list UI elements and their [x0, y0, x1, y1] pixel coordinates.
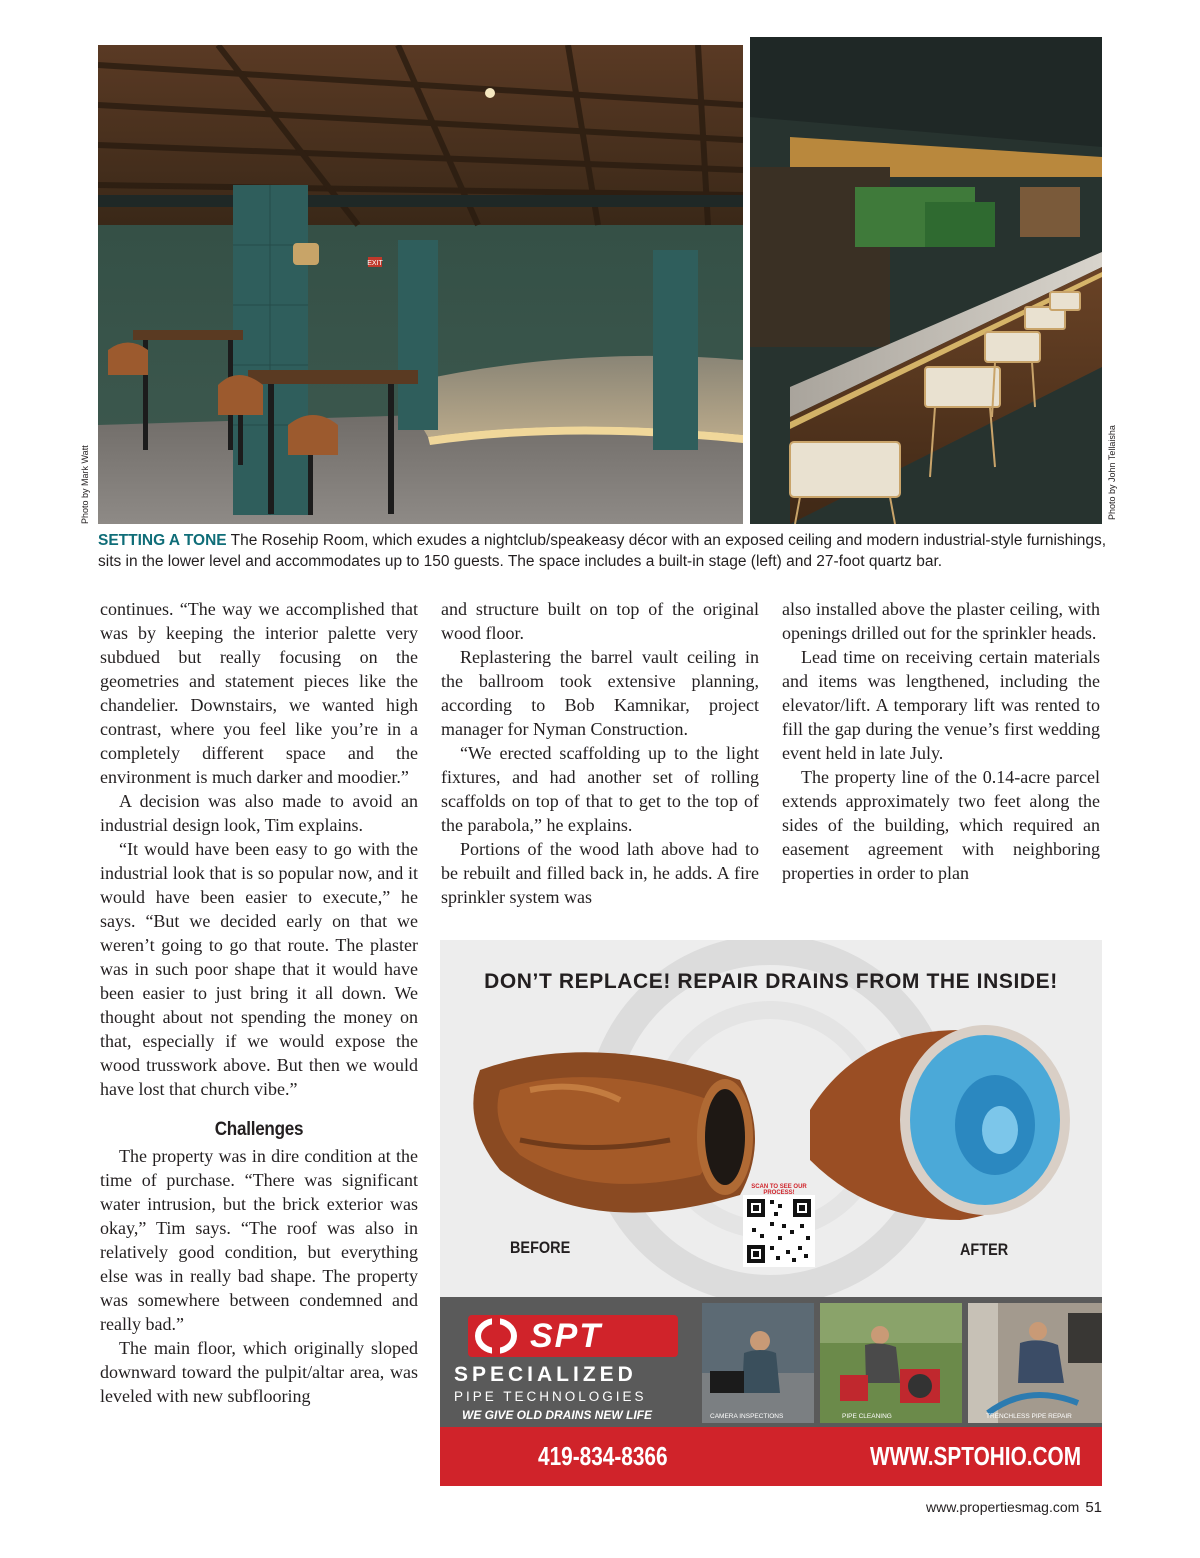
stage-room-illustration: [98, 45, 743, 524]
paragraph: The property was in dire condition at the time of purchase. “There was significant water intrusion, but the brick exterior was okay,” Tim says. “The roof was also in relatively good condition, but everything else was in really bad shape. The property was somewhere between condemned and really bad.”: [100, 1146, 418, 1334]
photo-quartz-bar: [750, 37, 1102, 524]
paragraph: “It would have been easy to go with the industrial look that is so popular now, and it would have been easier to execute,” he says. “But we decided early on that we weren’t going to go that route. The plaster was in such poor shape that it would have been easier to just bring it all down. We thought about not spending the money on that, especially if we would expose the wood trusswork above. But then we would have lost that church vibe.”: [100, 839, 418, 1099]
camera-inspection-illustration: [702, 1303, 814, 1423]
paragraph: Lead time on receiving certain materials and items was lengthened, including the elevator/lift. A temporary lift was rented to fill the gap during the venue’s first wedding event held in late July.: [782, 647, 1100, 763]
company-tagline: WE GIVE OLD DRAINS NEW LIFE: [462, 1408, 653, 1422]
paragraph: Replastering the barrel vault ceiling in the ballroom took extensive planning, according to Bob Kamnikar, project manager for Nyman Construction.: [441, 647, 759, 739]
before-pipe-image: [473, 1052, 755, 1212]
company-name-line1: SPECIALIZED: [454, 1363, 637, 1386]
bar-illustration: [750, 37, 1102, 524]
article-column-1: [100, 597, 418, 1408]
paragraph: continues. “The way we accomplished that was by keeping the interior palette very subdued but really focusing on the geometries and statement pieces like the chandelier. Downstairs, we wanted high contrast, where you feel like you’re in a completely different space and the environment is much darker and moodier.”: [100, 599, 418, 787]
service-label-cleaning: PIPE CLEANING: [842, 1413, 892, 1420]
paragraph: The property line of the 0.14-acre parcel extends approximately two feet along the sides of the building, which required an easement agreement with neighboring properties in order to plan: [782, 767, 1100, 883]
trenchless-repair-illustration: [968, 1303, 1102, 1423]
paragraph: The main floor, which originally sloped downward toward the pulpit/altar area, was leveled with new subflooring: [100, 1338, 418, 1406]
ad-headline: DON’T REPLACE! REPAIR DRAINS FROM THE INSIDE!: [484, 970, 1058, 993]
service-label-trenchless: TRENCHLESS PIPE REPAIR: [986, 1413, 1072, 1420]
website-link[interactable]: WWW.SPTOHIO.COM: [870, 1441, 1082, 1471]
spt-logo-text: SPT: [530, 1317, 603, 1355]
after-label: AFTER: [960, 1240, 1009, 1259]
article-column-2: [441, 597, 759, 909]
page-footer: [0, 1499, 1102, 1516]
pipe-cleaning-illustration: [820, 1303, 962, 1423]
spt-logo-ring-icon: [474, 1318, 518, 1354]
qr-label: SCAN TO SEE OUR PROCESS!: [751, 1184, 807, 1196]
caption-text: The Rosehip Room, which exudes a nightclub/speakeasy décor with an exposed ceiling and modern industrial-style furnishings, sits in the lower level and accommodates up to 150 guests. The space includes a built-in stage (left) and 27-foot quartz bar.: [98, 532, 1107, 570]
photo-credit-left: Photo by Mark Watt: [80, 445, 90, 524]
photo-credit-right: Photo by John Tellaisha: [1107, 425, 1117, 520]
page-number: 51: [1085, 1499, 1102, 1516]
company-name-line2: PIPE TECHNOLOGIES: [454, 1389, 647, 1404]
ad-company-band: [440, 1297, 1102, 1427]
ad-contact-bar: [440, 1427, 1102, 1486]
before-label: BEFORE: [510, 1238, 571, 1257]
paragraph: also installed above the plaster ceiling, with openings drilled out for the sprinkler heads.: [782, 599, 1100, 643]
section-heading: Challenges: [214, 1119, 304, 1140]
exit-sign: EXIT: [367, 260, 383, 267]
qr-code-image[interactable]: [743, 1195, 815, 1267]
photo-caption: [98, 530, 1108, 572]
paragraph: and structure built on top of the original wood floor.: [441, 599, 759, 643]
footer-url[interactable]: www.propertiesmag.com: [926, 1499, 1080, 1515]
advertisement-spt[interactable]: [440, 940, 1102, 1486]
service-photo-camera-inspections: [702, 1303, 814, 1423]
phone-number[interactable]: 419-834-8366: [538, 1441, 668, 1471]
paragraph: “We erected scaffolding up to the light fixtures, and had another set of rolling scaffolds on top of that to get to the top of the parabola,” he explains.: [441, 743, 759, 835]
paragraph: Portions of the wood lath above had to be rebuilt and filled back in, he adds. A fire sprinkler system was: [441, 839, 759, 907]
photo-rosehip-room-stage: [98, 45, 743, 524]
caption-lead: SETTING A TONE: [98, 532, 227, 549]
service-photo-trenchless-repair: [968, 1303, 1102, 1423]
service-photo-pipe-cleaning: [820, 1303, 962, 1423]
service-label-camera: CAMERA INSPECTIONS: [710, 1413, 784, 1420]
article-column-3: [782, 597, 1100, 885]
spt-logo: [468, 1315, 678, 1357]
paragraph: A decision was also made to avoid an industrial design look, Tim explains.: [100, 791, 418, 835]
